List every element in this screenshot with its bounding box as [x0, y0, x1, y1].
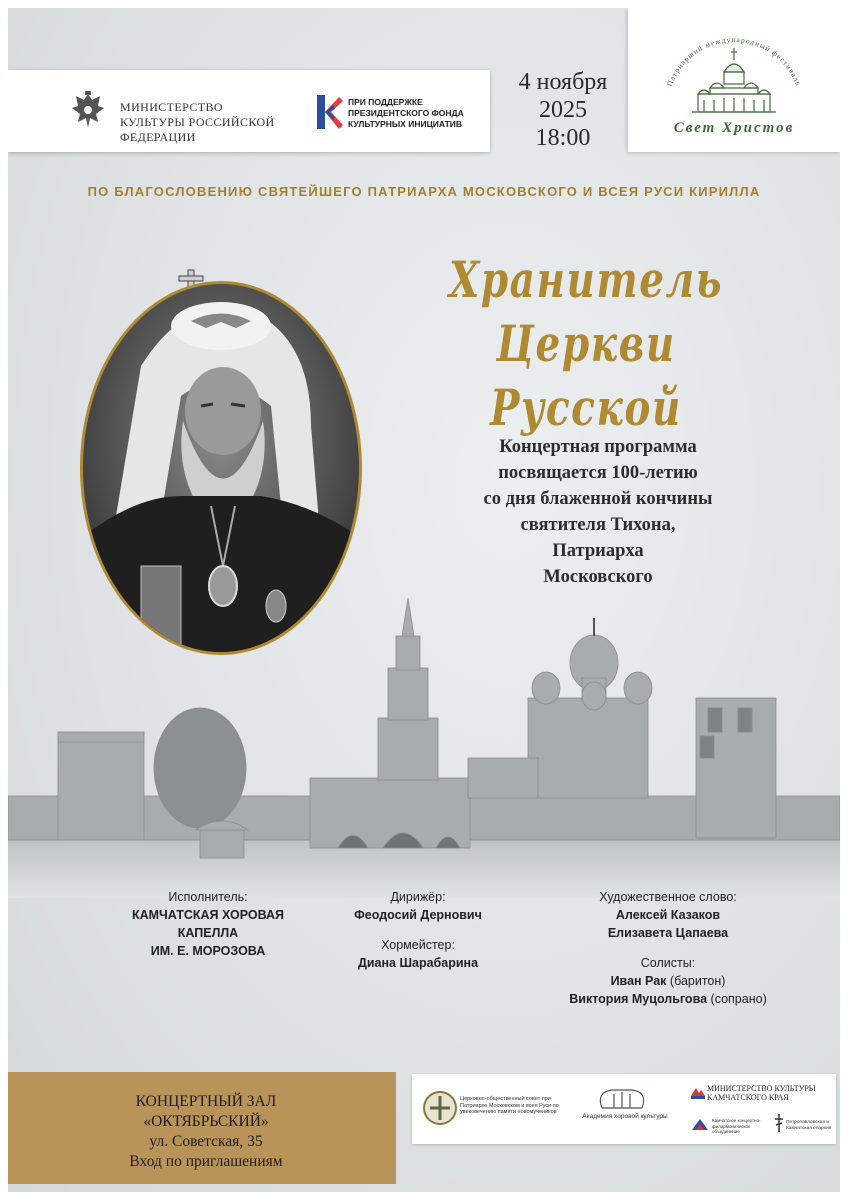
soloists-label: Солисты:	[640, 956, 696, 970]
venue-line2: «ОКТЯБРЬСКИЙ»	[143, 1113, 269, 1130]
event-datetime	[498, 68, 628, 152]
performer-credit	[88, 888, 328, 960]
council-emblem-icon	[422, 1090, 458, 1126]
monastery-illustration	[8, 568, 840, 898]
lyre-icon	[592, 1086, 652, 1112]
soloist-1-name: Иван Рак	[610, 974, 667, 988]
word-name-2: Елизавета Цапаева	[607, 926, 729, 940]
pfki-logo-icon	[313, 93, 343, 131]
choirmaster-label: Хормейстер:	[381, 938, 455, 952]
partner-council: Церковно-общественный совет при Патриархе Московском и всея Руси по увековечению памяти новомучеников	[460, 1096, 559, 1115]
partners-strip	[412, 1074, 836, 1144]
conductor-credit	[318, 888, 518, 972]
event-date: 4 ноября	[518, 69, 608, 95]
svg-text:Патриарший международный фести	[665, 35, 803, 87]
event-year: 2025	[539, 97, 587, 123]
partner-kamchatka-ministry: МИНИСТЕРСТВО КУЛЬТУРЫ КАМЧАТСКОГО КРАЯ	[707, 1084, 816, 1102]
venue-line1: КОНЦЕРТНЫЙ ЗАЛ	[135, 1093, 277, 1110]
festival-logo	[628, 8, 840, 152]
performer-name-line1: КАМЧАТСКАЯ ХОРОВАЯ	[131, 908, 285, 922]
conductor-label: Дирижёр:	[390, 890, 446, 904]
double-headed-eagle-icon	[70, 90, 106, 132]
event-title-line2: Церкви Русской	[490, 314, 682, 437]
ministry-label: МИНИСТЕРСТВО КУЛЬТУРЫ РОССИЙСКОЙ ФЕДЕРАЦИИ	[120, 100, 275, 144]
orthodox-cross-icon	[774, 1114, 784, 1132]
venue-block	[8, 1072, 396, 1184]
performer-name-line3: ИМ. Е. МОРОЗОВА	[150, 944, 266, 958]
artistic-credit	[548, 888, 788, 1008]
philharmonic-icon	[690, 1116, 710, 1132]
festival-name: Свет Христов	[673, 120, 795, 136]
kamchatka-ministry-icon	[690, 1084, 706, 1100]
word-name-1: Алексей Казаков	[615, 908, 721, 922]
conductor-name: Феодосий Дернович	[354, 908, 482, 922]
performer-label: Исполнитель:	[168, 890, 248, 904]
sponsors-bar	[8, 70, 490, 152]
blessing-text: ПО БЛАГОСЛОВЕНИЮ СВЯТЕЙШЕГО ПАТРИАРХА МОСКОВСКОГО И ВСЕЯ РУСИ КИРИЛЛА	[87, 184, 761, 199]
pfki-label: ПРИ ПОДДЕРЖКЕ ПРЕЗИДЕНТСКОГО ФОНДА КУЛЬТУРНЫХ ИНИЦИАТИВ	[348, 97, 464, 129]
soloist-2-role: (сопрано)	[710, 992, 767, 1006]
venue-address: ул. Советская, 35	[149, 1133, 263, 1150]
partner-academy: Академия хоровой культуры	[582, 1113, 668, 1120]
venue-entry: Вход по приглашениям	[129, 1153, 283, 1170]
event-time: 18:00	[535, 125, 591, 151]
program-description: Концертная программа посвящается 100-летию со дня блаженной кончины святителя Тихона, Патриарха Московского	[483, 437, 713, 587]
partner-philharmonic: Камчатское концертно-филармоническое объединение	[712, 1118, 761, 1134]
soloist-2	[548, 990, 788, 1008]
word-label: Художественное слово:	[599, 890, 737, 904]
soloist-1-role: (баритон)	[669, 974, 726, 988]
performer-name-line2: КАПЕЛЛА	[177, 926, 239, 940]
event-title-line1: Хранитель	[449, 250, 723, 309]
venue-text	[56, 1092, 356, 1172]
event-title	[430, 248, 742, 440]
soloist-2-name: Виктория Муцольгова	[569, 992, 708, 1006]
festival-arc-text: Патриарший международный фестиваль	[664, 34, 804, 88]
choirmaster-name: Диана Шарабарина	[357, 956, 479, 970]
poster	[8, 8, 840, 1192]
partner-eparchy: Петропавловская и Камчатская епархия	[786, 1120, 832, 1131]
soloist-1	[548, 972, 788, 990]
